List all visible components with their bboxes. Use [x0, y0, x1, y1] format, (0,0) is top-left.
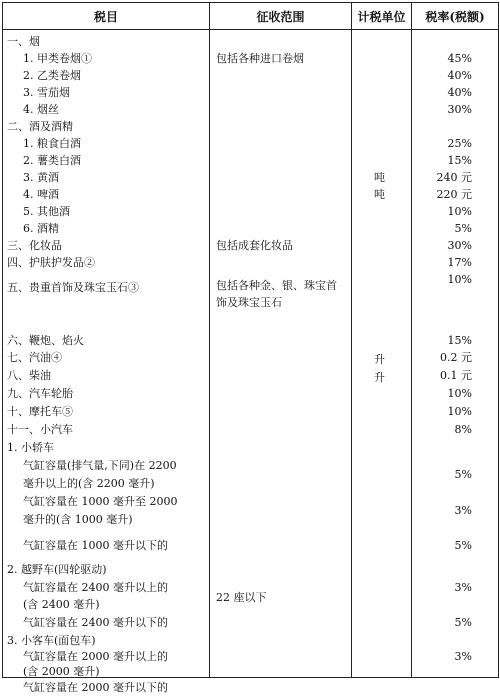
rate-line: 17%: [447, 256, 472, 269]
item-line: 2. 薯类白酒: [23, 154, 81, 167]
rate-line: 10%: [447, 387, 472, 400]
item-line: 气缸容量在 2000 毫升以上的: [23, 650, 168, 663]
item-line: 2. 越野车(四轮驱动): [7, 563, 107, 576]
item-line: 毫升的(含 1000 毫升): [23, 513, 133, 526]
scope-line: 包括成套化妆品: [216, 239, 293, 252]
rate-line: 5%: [454, 539, 472, 552]
scope-line: 饰及珠宝玉石: [216, 296, 282, 309]
rate-line: 0.2 元: [440, 351, 472, 364]
scope-line: 包括各种金、银、珠宝首: [216, 279, 337, 292]
tax-rate-table: [2, 2, 499, 694]
item-line: 4. 烟丝: [23, 103, 59, 116]
rate-line: 40%: [447, 86, 472, 99]
unit-line: 吨: [374, 188, 385, 201]
header-rate: 税率(税额): [412, 3, 499, 30]
header-scope: 征收范围: [210, 3, 352, 30]
rate-line: 40%: [447, 69, 472, 82]
item-line: 3. 黄酒: [23, 171, 59, 184]
item-line: 气缸容量(排气量,下同)在 2200: [23, 459, 177, 472]
rate-line: 15%: [447, 154, 472, 167]
rate-column: [412, 30, 499, 678]
rate-line: 10%: [447, 405, 472, 418]
unit-line: 升: [374, 371, 385, 384]
unit-column: [352, 30, 412, 678]
item-line: 九、汽车轮胎: [7, 387, 73, 400]
item-line: 6. 酒精: [23, 222, 59, 235]
header-unit: 计税单位: [352, 3, 412, 30]
scope-line: 包括各种进口卷烟: [216, 52, 304, 65]
rate-line: 30%: [447, 103, 472, 116]
rate-line: 0.1 元: [440, 369, 472, 382]
item-line: 气缸容量在 1000 毫升至 2000: [23, 495, 178, 508]
item-column: [3, 30, 210, 694]
rate-line: 220 元: [436, 188, 472, 201]
item-line: (含 2400 毫升): [23, 598, 100, 611]
item-line: (含 2000 毫升): [23, 665, 100, 678]
table-body-row: [3, 30, 499, 678]
item-line: 五、贵重首饰及珠宝玉石③: [7, 281, 139, 294]
item-line: 2. 乙类卷烟: [23, 69, 81, 82]
item-line: 气缸容量在 1000 毫升以下的: [23, 539, 168, 552]
item-line: 十一、小汽车: [7, 423, 73, 436]
rate-line: 5%: [454, 616, 472, 629]
unit-line: 吨: [374, 171, 385, 184]
item-line: 气缸容量在 2400 毫升以上的: [23, 581, 168, 594]
table-header-row: [3, 3, 499, 30]
item-line: 三、化妆品: [7, 239, 62, 252]
item-line: 1. 粮食白酒: [23, 137, 81, 150]
item-line: 1. 小轿车: [7, 441, 54, 454]
rate-line: 10%: [447, 205, 472, 218]
scope-column: [210, 30, 352, 678]
item-line: 3. 小客车(面包车): [7, 634, 96, 647]
rate-line: 45%: [447, 52, 472, 65]
item-line: 二、酒及酒精: [7, 120, 73, 133]
item-line: 七、汽油④: [7, 351, 62, 364]
rate-line: 25%: [447, 137, 472, 150]
item-line: 5. 其他酒: [23, 205, 70, 218]
rate-line: 8%: [454, 423, 472, 436]
rate-line: 240 元: [436, 171, 472, 184]
item-line: 四、护肤护发品②: [7, 256, 95, 269]
item-line: 一、烟: [7, 35, 40, 48]
rate-line: 10%: [447, 273, 472, 286]
unit-line: 升: [374, 353, 385, 366]
item-line: 1. 甲类卷烟①: [23, 52, 92, 65]
rate-line: 5%: [454, 222, 472, 235]
rate-line: 3%: [454, 650, 472, 663]
item-line: 十、摩托车⑤: [7, 405, 73, 418]
rate-line: 3%: [454, 504, 472, 517]
rate-line: 5%: [454, 468, 472, 481]
item-line: 气缸容量在 2000 毫升以下的: [23, 681, 168, 694]
item-line: 4. 啤酒: [23, 188, 59, 201]
item-line: 六、鞭炮、焰火: [7, 334, 84, 347]
item-line: 八、柴油: [7, 369, 51, 382]
item-line: 气缸容量在 2400 毫升以下的: [23, 616, 168, 629]
scope-line: 22 座以下: [216, 591, 267, 604]
rate-line: 15%: [447, 334, 472, 347]
item-line: 毫升以上的(含 2200 毫升): [23, 477, 155, 490]
rate-line: 3%: [454, 581, 472, 594]
rate-line: 30%: [447, 239, 472, 252]
item-line: 3. 雪茄烟: [23, 86, 70, 99]
header-item: 税目: [3, 3, 210, 30]
